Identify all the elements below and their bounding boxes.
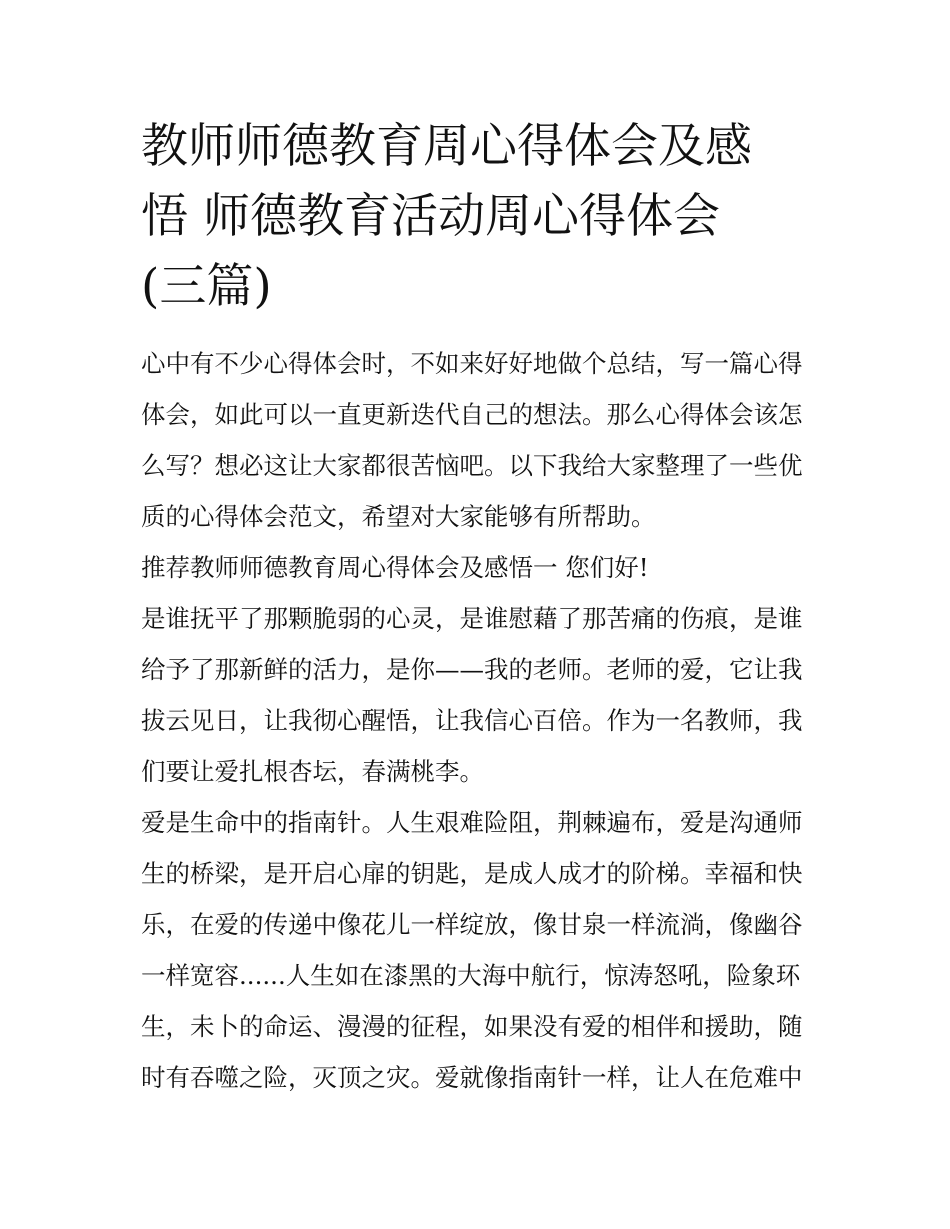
- paragraph-line: 爱是生命中的指南针。人生艰难险阻，荆棘遍布，爱是沟通师: [141, 808, 803, 837]
- paragraph-line: 时有吞噬之险，灭顶之灾。爱就像指南针一样，让人在危难中: [141, 1063, 803, 1092]
- paragraph-line: 乐，在爱的传递中像花儿一样绽放，像甘泉一样流淌，像幽谷: [141, 910, 803, 939]
- paragraph-line: 质的心得体会范文，希望对大家能够有所帮助。: [141, 502, 656, 531]
- paragraph-line: 心中有不少心得体会时，不如来好好地做个总结，写一篇心得: [141, 349, 803, 378]
- paragraph-line: 生的桥梁，是开启心扉的钥匙，是成人成才的阶梯。幸福和快: [141, 859, 803, 888]
- paragraph-line: 是谁抚平了那颗脆弱的心灵，是谁慰藉了那苦痛的伤痕，是谁: [141, 604, 803, 633]
- document-body: [141, 338, 813, 1103]
- section-heading-line: 推荐教师师德教育周心得体会及感悟一 您们好!: [141, 553, 649, 582]
- paragraph-line: 给予了那新鲜的活力，是你——我的老师。老师的爱，它让我: [141, 655, 803, 684]
- paragraph-line: 么写？想必这让大家都很苦恼吧。以下我给大家整理了一些优: [141, 451, 803, 480]
- document-content: [141, 112, 813, 1103]
- document-title: [141, 112, 813, 322]
- paragraph-line: 们要让爱扎根杏坛，春满桃李。: [141, 757, 484, 786]
- paragraph-line: 一样宽容......人生如在漆黑的大海中航行，惊涛怒吼，险象环: [141, 961, 801, 990]
- title-line: (三篇): [141, 259, 272, 314]
- title-line: 教师师德教育周心得体会及感: [141, 119, 752, 174]
- paragraph-line: 体会，如此可以一直更新迭代自己的想法。那么心得体会该怎: [141, 400, 803, 429]
- title-line: 悟 师德教育活动周心得体会: [141, 189, 720, 244]
- paragraph-line: 拔云见日，让我彻心醒悟，让我信心百倍。作为一名教师，我: [141, 706, 803, 735]
- paragraph-line: 生，未卜的命运、漫漫的征程，如果没有爱的相伴和援助，随: [141, 1012, 803, 1041]
